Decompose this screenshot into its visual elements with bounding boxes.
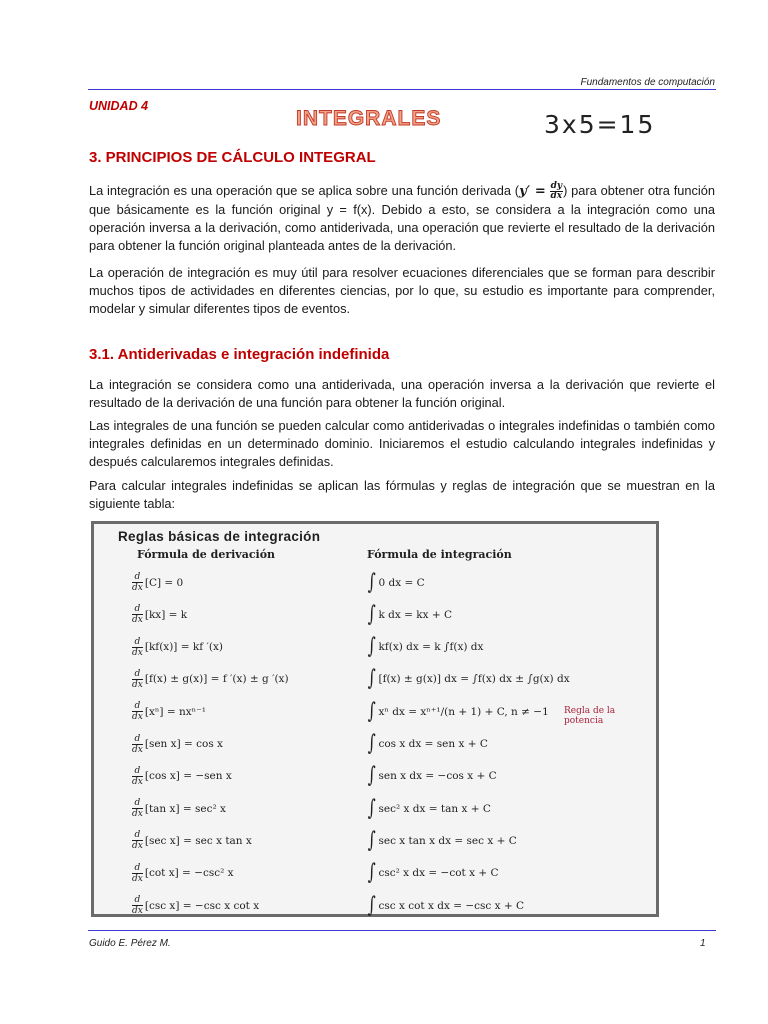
integral-sign-icon: ∫ xyxy=(367,634,376,660)
integral-formula: ∫ sec² x dx = tan x + C xyxy=(367,795,491,821)
d-dx-operator: d dx xyxy=(132,830,143,852)
derivative-formula: d dx [kx] = k xyxy=(132,604,188,626)
table-row xyxy=(94,729,654,760)
d-dx-operator: d dx xyxy=(132,668,143,690)
section-paragraph-1-a: La integración es una operación que se aplica sobre una función derivada ( xyxy=(89,183,520,198)
integral-formula: ∫ [f(x) ± g(x)] dx = ∫f(x) dx ± ∫g(x) dx xyxy=(367,666,570,692)
integral-sign-icon: ∫ xyxy=(367,860,376,886)
power-rule-note: Regla de la potencia xyxy=(564,706,616,727)
d-dx-operator: d dx xyxy=(132,701,143,723)
integral-formula: ∫ xⁿ dx = xⁿ⁺¹/(n + 1) + C, n ≠ −1 xyxy=(367,698,549,724)
integral-formula: ∫ k dx = kx + C xyxy=(367,601,453,627)
handwritten-note xyxy=(540,107,670,146)
integral-sign-icon: ∫ xyxy=(367,569,376,595)
derivative-formula: d dx [tan x] = sec² x xyxy=(132,798,226,820)
derivative-formula: d dx [f(x) ± g(x)] = f ′(x) ± g ′(x) xyxy=(132,668,289,690)
table-title: Reglas básicas de integración xyxy=(118,529,321,544)
d-dx-operator: d dx xyxy=(132,636,143,658)
page-number: 1 xyxy=(700,938,706,949)
title-wordart xyxy=(294,104,464,132)
table-row xyxy=(94,825,654,856)
integral-sign-icon: ∫ xyxy=(367,601,376,627)
table-row xyxy=(94,858,654,889)
integration-rules-table xyxy=(91,521,659,917)
integral-formula: ∫ csc x cot x dx = −csc x + C xyxy=(367,892,525,918)
derivative-formula: d dx [cos x] = −sen x xyxy=(132,765,232,787)
column-header-derivative: Fórmula de derivación xyxy=(137,548,276,561)
svg-text:INTEGRALES: INTEGRALES xyxy=(296,107,442,130)
section-paragraph-2: La operación de integración es muy útil para resolver ecuaciones diferenciales que se forman para describir muchos tipos de actividades en diferentes ciencias, por lo que, su estudio es importante para comprender, modelar y simular diferentes tipos de eventos. xyxy=(89,265,715,316)
integral-sign-icon: ∫ xyxy=(367,731,376,756)
integral-formula: ∫ cos x dx = sen x + C xyxy=(367,731,488,756)
derivative-formula: d dx [C] = 0 xyxy=(132,572,184,593)
d-dx-operator: d dx xyxy=(132,604,143,626)
d-dx-operator: d dx xyxy=(132,895,143,916)
section-paragraph-1 xyxy=(89,182,715,255)
d-dx-operator: d dx xyxy=(132,765,143,787)
subsection-paragraph-1: La integración se considera como una antiderivada, una operación inversa a la derivación que revierte el resultado de la derivación de una función para obtener la función original. xyxy=(89,377,715,410)
header-rule xyxy=(88,89,716,90)
integral-formula: ∫ 0 dx = C xyxy=(367,569,425,595)
derivative-formula: d dx [sen x] = cos x xyxy=(132,733,223,755)
integral-sign-icon: ∫ xyxy=(367,795,376,821)
derivative-formula: d dx [sec x] = sec x tan x xyxy=(132,830,252,852)
integral-formula: ∫ csc² x dx = −cot x + C xyxy=(367,860,499,886)
integral-sign-icon: ∫ xyxy=(367,827,376,853)
derivative-formula: d dx [kf(x)] = kf ′(x) xyxy=(132,636,223,658)
table-row xyxy=(94,793,654,824)
table-row xyxy=(94,632,654,663)
subsection-paragraph-3: Para calcular integrales indefinidas se aplican las fórmulas y reglas de integración que se muestran en la siguiente tabla: xyxy=(89,478,715,511)
derivative-formula: d dx [csc x] = −csc x cot x xyxy=(132,895,260,916)
integral-sign-icon: ∫ xyxy=(367,666,376,692)
subsection-heading: 3.1. Antiderivadas e integración indefinida xyxy=(89,346,390,363)
table-row xyxy=(94,567,654,598)
section-paragraph-1-b: ) para obtener otra función que básicamente es la función original y = f(x). Debido a esto, se considera a la integración como una operación inversa a la derivación, como antiderivada, una operación que revierte el resultado de la derivación para obtener la función original planteada antes de la derivación. xyxy=(89,183,715,254)
page-title xyxy=(294,104,464,137)
table-row xyxy=(94,664,654,695)
integral-sign-icon: ∫ xyxy=(367,698,376,724)
integral-formula: ∫ sec x tan x dx = sec x + C xyxy=(367,827,517,853)
footer-author: Guido E. Pérez M. xyxy=(89,938,171,949)
section-heading: 3. PRINCIPIOS DE CÁLCULO INTEGRAL xyxy=(89,149,376,166)
unit-label: UNIDAD 4 xyxy=(89,99,149,113)
svg-text:3x5=15: 3x5=15 xyxy=(544,110,656,139)
course-header: Fundamentos de computación xyxy=(580,77,715,88)
table-row xyxy=(94,696,654,727)
column-header-integral: Fórmula de integración xyxy=(367,548,512,561)
derivative-formula: d dx [cot x] = −csc² x xyxy=(132,862,234,884)
integral-formula: ∫ kf(x) dx = k ∫f(x) dx xyxy=(367,634,484,660)
y-prime: y′ = xyxy=(519,184,546,199)
d-dx-operator: d dx xyxy=(132,862,143,884)
integral-sign-icon: ∫ xyxy=(367,763,376,789)
integral-sign-icon: ∫ xyxy=(367,892,376,918)
d-dx-operator: d dx xyxy=(132,798,143,820)
footer-rule xyxy=(88,930,716,931)
d-dx-operator: d dx xyxy=(132,733,143,755)
d-dx-operator: d dx xyxy=(132,572,143,593)
derivative-formula: d dx [xⁿ] = nxⁿ⁻¹ xyxy=(132,701,206,723)
table-row xyxy=(94,761,654,792)
table-row xyxy=(94,890,654,921)
dy-dx-fraction: $\frac{dy}{dx}$ xyxy=(550,181,563,202)
table-row xyxy=(94,599,654,630)
integral-formula: ∫ sen x dx = −cos x + C xyxy=(367,763,497,789)
subsection-paragraph-2: Las integrales de una función se pueden calcular como antiderivadas o integrales indefinidas o también como integrales definidas en un determinado dominio. Iniciaremos el estudio calculando integrales indefinidas y después calcularemos integrales definidas. xyxy=(89,418,715,469)
